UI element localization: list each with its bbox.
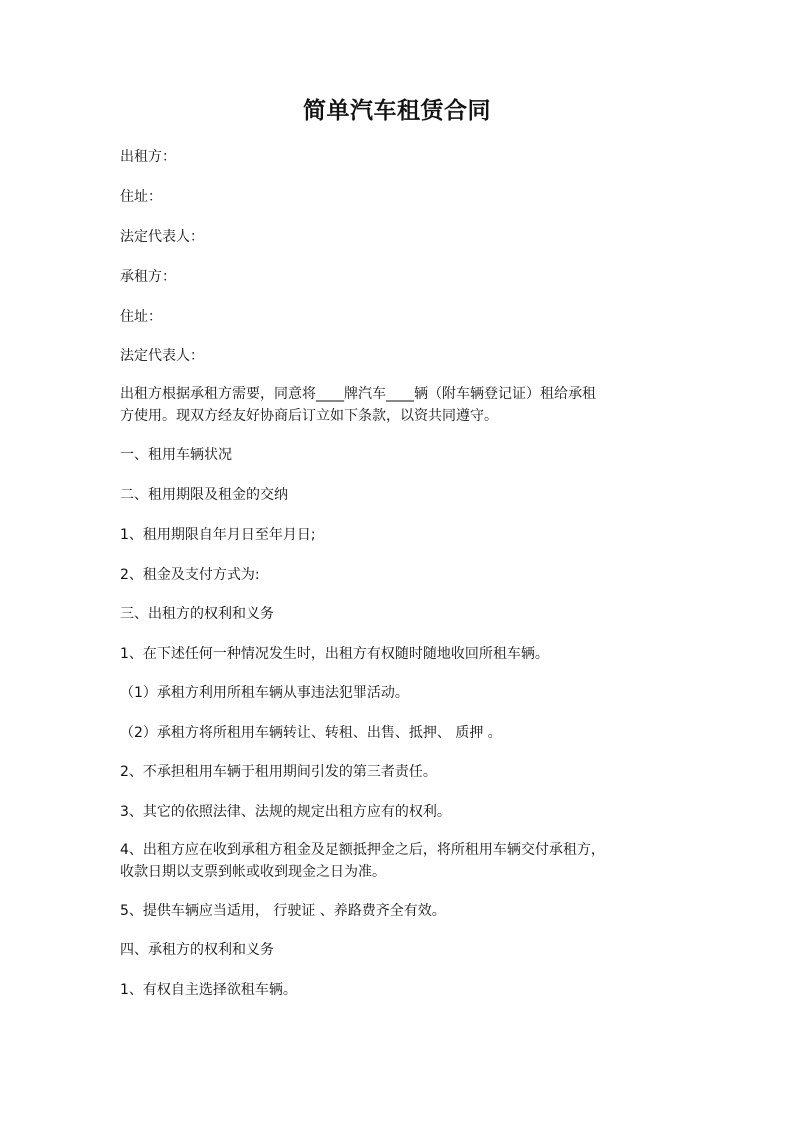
intro-paragraph	[120, 383, 680, 427]
subclause-transfer: （2）承租方将所租用车辆转让、转租、出售、抵押、 质押 。	[120, 725, 502, 741]
lessor-field: 出租方：	[120, 149, 176, 165]
intro-line: 出租方根据承租方需要，同意将____牌汽车____辆（附车辆登记证）租给承租	[120, 386, 596, 402]
clause-delivery	[120, 839, 680, 883]
clause-delivery-line: 4、出租方应在收到承租方租金及足额抵押金之后，将所租用车辆交付承租方，	[120, 842, 605, 858]
lessee-legal-rep-field: 法定代表人：	[120, 348, 204, 364]
lessee-address-field: 住址：	[120, 309, 162, 325]
section-heading-vehicle-status: 一、租用车辆状况	[120, 447, 232, 463]
clause-third-party-liability: 2、不承担租用车辆于租用期间引发的第三者责任。	[120, 764, 437, 780]
clause-vehicle-documents: 5、提供车辆应当适用， 行驶证 、养路费齐全有效。	[120, 903, 446, 919]
clause-rental-term: 1、租用期限自年月日至年月日;	[120, 527, 316, 543]
section-heading-term-and-rent: 二、租用期限及租金的交纳	[120, 487, 288, 503]
lessee-field: 承租方：	[120, 269, 176, 285]
clause-delivery-line: 收款日期以支票到帐或收到现金之日为准。	[120, 864, 386, 880]
section-heading-lessee-rights: 四、承租方的权利和义务	[120, 942, 274, 958]
clause-rent-payment: 2、租金及支付方式为:	[120, 567, 260, 583]
clause-choose-vehicle: 1、有权自主选择欲租车辆。	[120, 982, 297, 998]
lessor-legal-rep-field: 法定代表人：	[120, 229, 204, 245]
subclause-illegal-use: （1）承租方利用所租车辆从事违法犯罪活动。	[120, 685, 409, 701]
section-heading-lessor-rights: 三、出租方的权利和义务	[120, 606, 274, 622]
clause-other-rights: 3、其它的依照法律、法规的规定出租方应有的权利。	[120, 804, 451, 820]
intro-line: 方使用。现双方经友好协商后订立如下条款，以资共同遵守。	[120, 408, 498, 424]
document-title: 简单汽车租赁合同	[303, 97, 491, 124]
clause-lessor-reclaim: 1、在下述任何一种情况发生时，出租方有权随时随地收回所租车辆。	[120, 646, 549, 662]
lessor-address-field: 住址：	[120, 189, 162, 205]
